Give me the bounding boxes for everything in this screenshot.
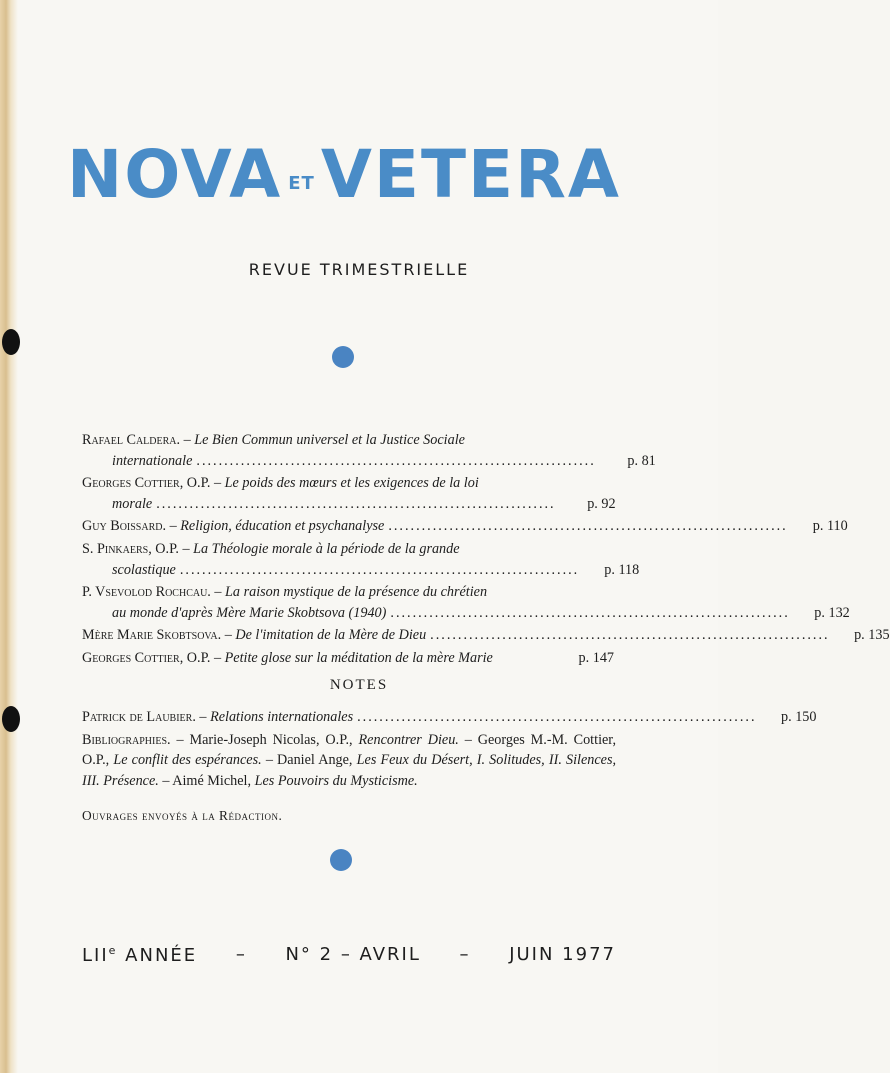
binding-edge — [0, 0, 18, 1073]
toc-title: – Petite glose sur la méditation de la mère Marie — [214, 649, 493, 666]
biblio-text: – Aimé Michel, — [162, 772, 252, 789]
biblio-book: Les Pouvoirs du Mysticisme. — [254, 772, 418, 789]
toc-title: – De l'imitation de la Mère de Dieu — [224, 627, 427, 644]
issue-footer — [82, 944, 616, 966]
toc-title: – La Théologie morale à la période de la grande — [182, 540, 460, 557]
toc-page: p. 92 — [587, 495, 616, 512]
toc-page: p. 81 — [627, 452, 656, 469]
toc-author: Guy Boissard. — [82, 518, 167, 535]
issue-date: JUIN 1977 — [509, 944, 616, 965]
toc-page: p. 132 — [814, 604, 850, 621]
toc-title: – La raison mystique de la présence du chrétien — [214, 584, 488, 601]
toc-title-cont: internationale — [112, 452, 193, 469]
toc-page: p. 147 — [578, 649, 614, 666]
toc-page: p. 118 — [604, 561, 640, 578]
masthead — [64, 128, 624, 213]
notes-page: p. 150 — [781, 709, 817, 725]
decorative-dot-top — [332, 346, 354, 368]
decorative-dot-bottom — [330, 849, 352, 871]
footer-dash: – — [235, 944, 247, 965]
toc-title-cont: scolastique — [112, 561, 176, 578]
biblio-text: – Marie-Joseph Nicolas, O.P., — [176, 732, 353, 748]
toc-entry — [82, 648, 614, 669]
toc-title: – Le poids des mœurs et les exigences de la loi — [214, 475, 479, 492]
toc-entry: P. Vsevolod Rochcau. – La raison mystique de la présence du chrétien au monde d'après Mère Marie Skobtsova (1940) ........................................................................ p. 132 — [82, 582, 614, 623]
toc-author: Rafael Caldera. — [82, 432, 181, 448]
ouvrages-envoyes: Ouvrages envoyés à la Rédaction. — [82, 808, 283, 823]
toc-page: p. 110 — [812, 518, 848, 535]
subtitle: REVUE TRIMESTRIELLE — [248, 260, 470, 279]
toc-entry: S. Pinkaers, O.P. – La Théologie morale à la période de la grande scolastique ........................................................................ p. 118 — [82, 539, 614, 580]
notes-heading: NOTES — [329, 677, 389, 693]
toc-page: p. 135 — [854, 627, 890, 644]
toc-title-cont: au monde d'après Mère Marie Skobtsova (1940) — [112, 604, 387, 621]
issue-year: LIIe ANNÉE — [82, 944, 198, 966]
punch-hole-bottom — [2, 706, 20, 732]
masthead-vetera: VETERA — [320, 136, 621, 213]
masthead-et: ET — [288, 173, 315, 194]
toc-author: Georges Cottier, O.P. — [82, 475, 211, 492]
biblio-text: – Georges M.-M. Cottier, O.P., — [82, 732, 617, 769]
toc-entry: Rafael Caldera. – Le Bien Commun universel et la Justice Sociale internationale ........................................................................ p. 81 — [82, 430, 614, 471]
bibliographies — [82, 730, 616, 791]
toc-title: – Le Bien Commun universel et la Justice Sociale — [183, 432, 465, 448]
bibliographies-label: Bibliographies. — [82, 732, 171, 748]
toc-entry: Guy Boissard. – Religion, éducation et psychanalyse ........................................................................ p. 110 — [82, 516, 614, 537]
punch-hole-top — [2, 329, 20, 355]
table-of-contents — [82, 430, 890, 671]
notes-title: – Relations internationales — [199, 709, 354, 725]
biblio-text: – Daniel Ange, — [265, 752, 353, 769]
toc-title: – Religion, éducation et psychanalyse — [169, 518, 385, 535]
notes-entry: Patrick de Laubier. – Relations internationales ........................................................................ p. 150 — [82, 707, 614, 728]
toc-entry: Georges Cottier, O.P. – Le poids des mœurs et les exigences de la loi morale ........................................................................ p. 92 — [82, 473, 614, 514]
notes-author: Patrick de Laubier. — [82, 709, 196, 725]
toc-author: Mère Marie Skobtsova. — [82, 627, 222, 644]
toc-author: S. Pinkaers, O.P. — [82, 540, 179, 557]
toc-author: P. Vsevolod Rochcau. — [82, 584, 211, 601]
biblio-book: Les Feux du Désert, I. Solitudes, II. Silences, III. Présence. — [82, 752, 617, 789]
biblio-book: Rencontrer Dieu. — [358, 732, 459, 748]
issue-number: N° 2 – AVRIL — [285, 944, 421, 965]
toc-author: Georges Cottier, O.P. — [82, 649, 211, 666]
toc-title-cont: morale — [112, 495, 153, 512]
toc-entry: Mère Marie Skobtsova. – De l'imitation de la Mère de Dieu ........................................................................ p. 135 — [82, 625, 614, 646]
masthead-nova: NOVA — [67, 136, 283, 213]
biblio-book: Le conflit des espérances. — [113, 752, 262, 769]
footer-dash: – — [459, 944, 471, 965]
notes-list — [82, 707, 817, 730]
